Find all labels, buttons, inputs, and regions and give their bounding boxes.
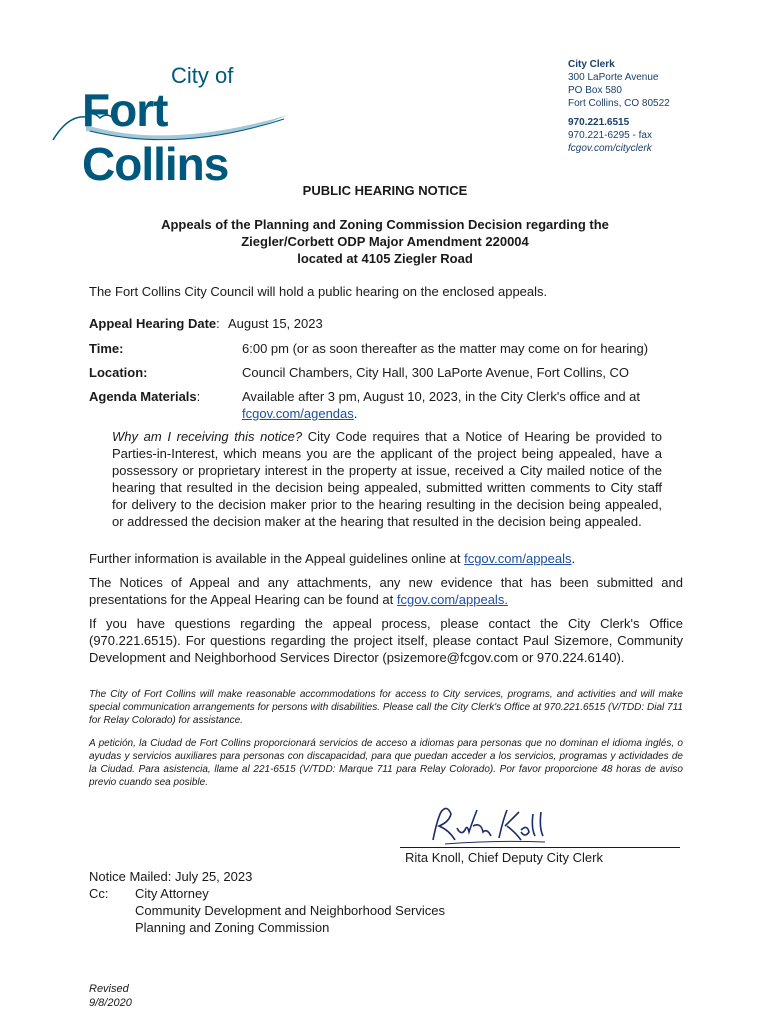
cc-item: City Attorney — [135, 886, 209, 901]
signer-name-title: Rita Knoll, Chief Deputy City Clerk — [405, 850, 603, 865]
why-question: Why am I receiving this notice? — [112, 429, 303, 444]
hearing-date-label: Appeal Hearing Date — [89, 316, 217, 331]
contact-address-1: 300 LaPorte Avenue — [568, 72, 659, 83]
cc-item: Planning and Zoning Commission — [135, 920, 330, 935]
location-value: Council Chambers, City Hall, 300 LaPorte Avenue, Fort Collins, CO — [242, 365, 630, 380]
city-logo — [48, 55, 318, 190]
agenda-materials-value: Available after 3 pm, August 10, 2023, in the City Clerk's office and at — [242, 389, 641, 404]
subtitle-line-2: Ziegler/Corbett ODP Major Amendment 220004 — [241, 234, 529, 249]
subtitle-line-1: Appeals of the Planning and Zoning Commission Decision regarding the — [161, 217, 609, 232]
cc-list — [135, 885, 445, 936]
revision-note — [89, 982, 132, 1010]
clerk-contact-block — [568, 58, 670, 155]
revised-label: Revised — [89, 983, 129, 995]
contact-address-2: PO Box 580 — [568, 85, 622, 96]
logo-fort-collins-text: Fort Collins — [82, 84, 229, 190]
why-receiving-paragraph — [112, 428, 662, 530]
time-label: Time: — [89, 341, 124, 356]
contact-heading: City Clerk — [568, 59, 615, 70]
logo-city-of-text: City of — [171, 63, 234, 88]
further-info-paragraph: Further information is available in the Appeal guidelines online at fcgov.com/appeals. — [89, 551, 576, 566]
why-text: City Code requires that a Notice of Hearing be provided to Parties-in-Interest, which means you are the applicant of the project being appealed, have a possessory or proprietary interest in the property at issue, received a City mailed notice of the hearing that resulted in the decision being appealed, submitted written comments to City staff for delivery to the decision maker prior to the hearing resulting in the decision being appealed, or addressed the decision maker at the hearing that resulted in the decision being appealed. — [112, 429, 662, 529]
contact-phone: 970.221.6515 — [568, 117, 630, 128]
cc-label: Cc: — [89, 886, 109, 901]
revised-date: 9/8/2020 — [89, 997, 132, 1009]
agenda-materials-label: Agenda Materials — [89, 389, 197, 404]
hearing-date-value: August 15, 2023 — [228, 316, 323, 331]
notice-title: PUBLIC HEARING NOTICE — [302, 183, 468, 198]
time-value: 6:00 pm (or as soon thereafter as the matter may come on for hearing) — [242, 341, 649, 356]
document-page: City of Fort Collins City Clerk 300 LaPorte Avenue PO Box 580 Fort Collins, CO 80522 970.221.6515 970.221-6295 - fax fcgov.com/cityclerk PUBLIC HEARING NOTICE Appeals of the Planning and Zoning Commission Decision regarding the Ziegler/Corbett ODP Major Amendment 220004 located at 4105 Ziegler Road The Fort Collins City Council will hold a public hearing on the enclosed appeals. Appeal Hearing Date: August 15, 2023 Time: 6:00 pm (or as soon thereafter as the matter may come on for hearing) Location: Council Chambers, City Hall, 300 LaPorte Avenue, Fort Collins, CO Agenda Materials: Available after 3 pm, August 10, 2023, in the City Clerk's office and at fcgov.com/agendas. Why am I receiving this notice? City Code requires that a Notice of Hearing be provided to Parties-in-Interest, which means you are the applicant of the project being appealed, have a possessory or proprietary interest in the property at issue, received a City mailed notice of the hearing that resulted in the decision being appealed, submitted written comments to City staff for delivery to the decision maker prior to the hearing resulting in the decision being appealed, or addressed the decision maker at the hearing that resulted in the decision being appealed. Further information is available in the Appeal guidelines online at fcgov.com/appeals. The Notices of Appeal and any attachments, any new evidence that has been submitted and presentations for the Appeal Hearing can be found at fcgov.com/appeals. If you have questions regarding the appeal process, please contact the City Clerk's Office (970.221.6515). For questions regarding the project itself, please contact Paul Sizemore, Community Development and Neighborhood Services Director (psizemore@fcgov.com or 970.224.6140). The City of Fort Collins will make reasonable accommodations for access to City services, programs, and activities and will make special communication arrangements for persons with disabilities. Please call the City Clerk's Office at 970.221.6515 (V/TDD: Dial 711 for Relay Colorado) for assistance. A petición, la Ciudad de Fort Collins proporcionará servicios de acceso a idiomas para personas que no dominan el idioma inglés, o ayudas y servicios auxiliares para personas con discapacidad, para que puedan acceder a los servicios, programas y actividades de la Ciudad. Para asistencia, llame al 221-6515 (V/TDD: Marque 711 para Relay Colorado). Por favor proporcione 48 horas de aviso previo cuando sea posible. Rita Knoll, Chief Deputy City Clerk Notice Mailed: July 25, 2023 Cc: City Attorney Community Development and Neighborhood Services Planning and Zoning Commission Revised 9/8/2020 — [0, 0, 770, 1024]
appeals-link-2[interactable]: fcgov.com/appeals. — [396, 592, 508, 607]
signature-block — [400, 800, 690, 870]
spanish-accommodation-notice: A petición, la Ciudad de Fort Collins proporcionará servicios de acceso a idiomas para personas que no dominan el idioma inglés, o ayudas y servicios auxiliares para personas con discapacidad, para que puedan acceder a los servicios, programas y actividades de la Ciudad. Para asistencia, llame al 221-6515 (V/TDD: Marque 711 para Relay Colorado). Por favor proporcione 48 horas de aviso previo cuando sea posible. — [89, 738, 683, 788]
cc-item: Community Development and Neighborhood Services — [135, 903, 445, 918]
subtitle-line-3: located at 4105 Ziegler Road — [297, 251, 473, 266]
intro-paragraph: The Fort Collins City Council will hold a public hearing on the enclosed appeals. — [89, 284, 548, 299]
handwritten-signature — [425, 800, 565, 850]
agendas-link[interactable]: fcgov.com/agendas — [242, 406, 354, 421]
signature-line — [400, 847, 680, 848]
contact-fax: 970.221-6295 - fax — [568, 130, 652, 141]
notices-text: The Notices of Appeal and any attachments, any new evidence that has been submitted and presentations for the Appeal Hearing can be found at — [89, 575, 683, 607]
ada-accommodation-notice: The City of Fort Collins will make reasonable accommodations for access to City services, programs, and activities and will make special communication arrangements for persons with disabilities. Please call the City Clerk's Office at 970.221.6515 (V/TDD: Dial 711 for Relay Colorado) for assistance. — [89, 689, 683, 726]
location-label: Location: — [89, 365, 148, 380]
contact-web-link[interactable]: fcgov.com/cityclerk — [568, 143, 652, 154]
notice-mailed-date: Notice Mailed: July 25, 2023 — [89, 869, 253, 884]
further-text: Further information is available in the Appeal guidelines online at — [89, 551, 465, 566]
questions-paragraph: If you have questions regarding the appeal process, please contact the City Clerk's Office (970.221.6515). For questions regarding the project itself, please contact Paul Sizemore, Community Development and Neighborhood Services Director (psizemore@fcgov.com or 970.224.6140). — [89, 616, 683, 665]
notices-paragraph — [89, 574, 683, 608]
notice-subtitle — [0, 216, 770, 267]
contact-address-3: Fort Collins, CO 80522 — [568, 98, 670, 109]
appeals-link[interactable]: fcgov.com/appeals — [464, 551, 572, 566]
